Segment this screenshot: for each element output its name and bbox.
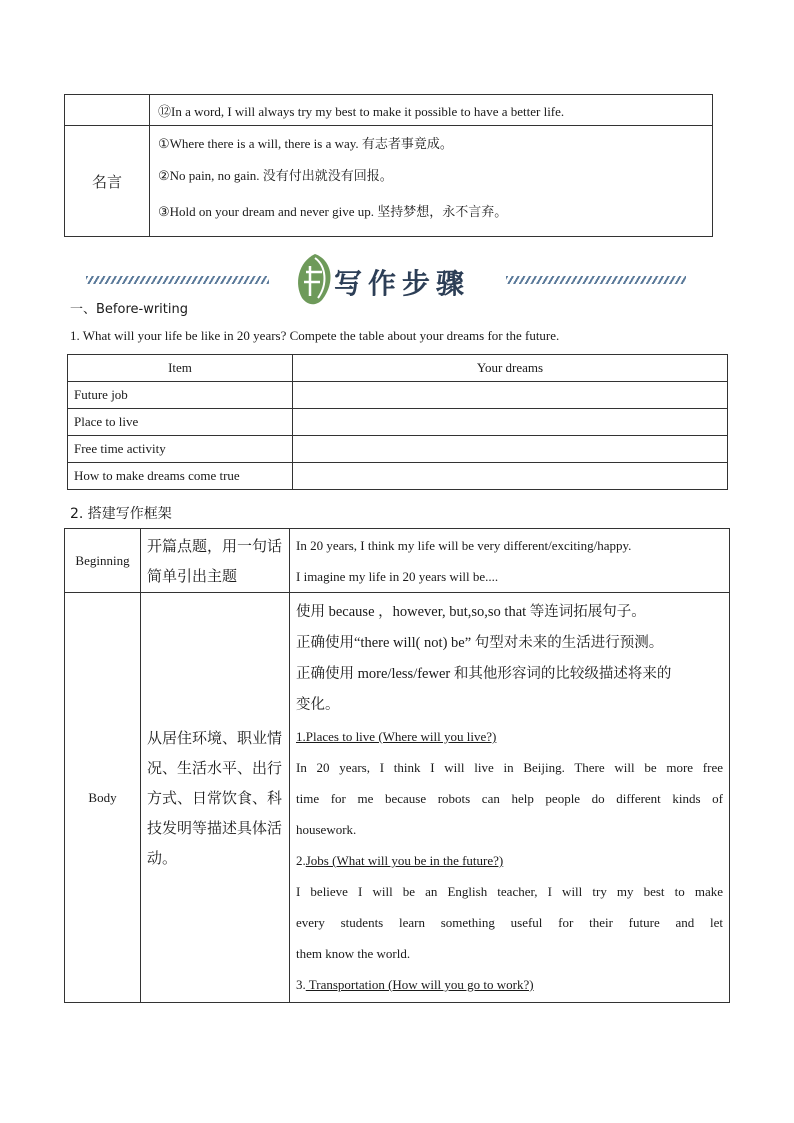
answer-cell[interactable] bbox=[293, 463, 728, 490]
empty-label-cell bbox=[65, 95, 150, 126]
column-header: Your dreams bbox=[293, 355, 728, 382]
quotes-label: 名言 bbox=[65, 126, 150, 237]
body-label: Body bbox=[65, 593, 141, 1003]
subheading-text: Jobs (What will you be in the future?) bbox=[305, 853, 504, 868]
subheading-number: 2. bbox=[296, 853, 306, 868]
beginning-line: I imagine my life in 20 years will be.... bbox=[296, 568, 499, 584]
example-line: I believe I will be an English teacher, I will try my best to make bbox=[296, 884, 723, 899]
beginning-line: In 20 years, I think my life will be very different/exciting/happy. bbox=[296, 537, 632, 553]
quote-line: ①Where there is a will, there is a way. 有志者事竟成。 bbox=[158, 136, 453, 151]
subheading-jobs bbox=[296, 845, 723, 876]
tip-line: 正确使用“there will( not) be” 句型对未来的生活进行预测。 bbox=[296, 635, 664, 651]
summary-sentence: ⑫In a word, I will always try my best to make it possible to have a better life. bbox=[150, 95, 713, 126]
subheading-transportation bbox=[296, 969, 723, 1000]
tip-line: 变化。 bbox=[296, 697, 340, 713]
example-line: housework. bbox=[296, 822, 357, 837]
quote-line: ③Hold on your dream and never give up. 坚持梦想，永不言弃。 bbox=[158, 204, 508, 219]
row-label: How to make dreams come true bbox=[68, 463, 293, 490]
subheading-text: Transportation (How will you go to work?) bbox=[305, 977, 534, 992]
body-description: 从居住环境、职业情况、生活水平、出行方式、日常饮食、科技发明等描述具体活动。 bbox=[141, 593, 290, 1003]
banner-stripe-right bbox=[506, 276, 686, 284]
row-label: Free time activity bbox=[68, 436, 293, 463]
banner-stripe-left bbox=[86, 276, 269, 284]
section-heading: 一、Before-writing bbox=[70, 302, 188, 317]
column-header: Item bbox=[68, 355, 293, 382]
subheading-places: 1.Places to live (Where will you live?) bbox=[296, 729, 497, 744]
quote-line: ②No pain, no gain. 没有付出就没有回报。 bbox=[158, 168, 393, 183]
beginning-description: 开篇点题，用一句话简单引出主题 bbox=[141, 529, 290, 593]
framework-table bbox=[64, 528, 730, 1003]
answer-cell[interactable] bbox=[293, 436, 728, 463]
subheading-number: 3. bbox=[296, 977, 306, 992]
banner-title: 写作步骤 bbox=[334, 267, 471, 300]
example-line: them know the world. bbox=[296, 946, 411, 961]
dreams-table bbox=[67, 354, 728, 490]
answer-cell[interactable] bbox=[293, 409, 728, 436]
example-line: In 20 years, I think I will live in Beijing. There will be more free bbox=[296, 760, 723, 775]
quotes-table bbox=[64, 94, 713, 237]
answer-cell[interactable] bbox=[293, 382, 728, 409]
row-label: Future job bbox=[68, 382, 293, 409]
beginning-label: Beginning bbox=[65, 529, 141, 593]
example-line: time for me because robots can help people do different kinds of bbox=[296, 791, 723, 806]
tip-line: 使用 because ，however, but,so,so that 等连词拓展句子。 bbox=[296, 604, 646, 620]
section-heading: 2. 搭建写作框架 bbox=[70, 506, 172, 522]
leaf-icon bbox=[292, 252, 338, 306]
example-line: every students learn something useful for their future and let bbox=[296, 915, 723, 930]
row-label: Place to live bbox=[68, 409, 293, 436]
question-text: 1. What will your life be like in 20 years? Compete the table about your dreams for the future. bbox=[70, 328, 560, 343]
tip-line: 正确使用 more/less/fewer 和其他形容词的比较级描述将来的 bbox=[296, 666, 672, 682]
